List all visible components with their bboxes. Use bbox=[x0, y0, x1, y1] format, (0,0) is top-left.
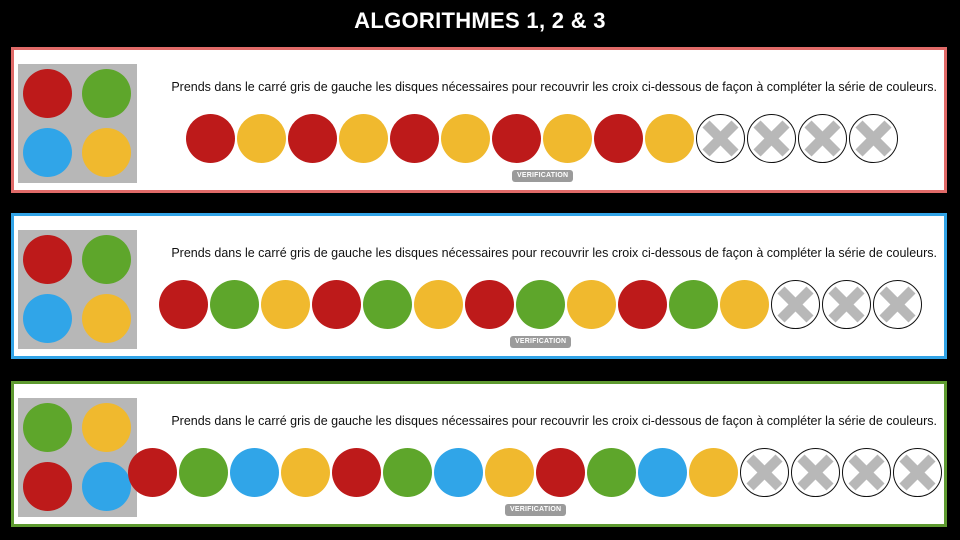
sequence-disc-red bbox=[618, 280, 667, 329]
cross-icon bbox=[850, 115, 897, 162]
algorithm-panel-1 bbox=[11, 47, 947, 193]
red-disc[interactable] bbox=[23, 462, 72, 511]
empty-slot[interactable] bbox=[747, 114, 796, 163]
sequence-disc-green bbox=[669, 280, 718, 329]
color-sequence bbox=[128, 448, 942, 497]
empty-slot[interactable] bbox=[873, 280, 922, 329]
sequence-disc-green bbox=[179, 448, 228, 497]
empty-slot[interactable] bbox=[696, 114, 745, 163]
sequence-disc-yellow bbox=[339, 114, 388, 163]
cross-icon bbox=[792, 449, 839, 496]
blue-disc[interactable] bbox=[23, 294, 72, 343]
empty-slot[interactable] bbox=[842, 448, 891, 497]
algorithm-panel-3 bbox=[11, 381, 947, 527]
yellow-disc[interactable] bbox=[82, 128, 131, 177]
empty-slot[interactable] bbox=[849, 114, 898, 163]
empty-slot[interactable] bbox=[822, 280, 871, 329]
yellow-disc[interactable] bbox=[82, 403, 131, 452]
sequence-disc-yellow bbox=[720, 280, 769, 329]
sequence-disc-green bbox=[516, 280, 565, 329]
green-disc[interactable] bbox=[82, 69, 131, 118]
sequence-disc-yellow bbox=[441, 114, 490, 163]
sequence-disc-red bbox=[390, 114, 439, 163]
green-disc[interactable] bbox=[23, 403, 72, 452]
sequence-disc-blue bbox=[230, 448, 279, 497]
sequence-disc-yellow bbox=[485, 448, 534, 497]
verification-button[interactable]: VERIFICATION bbox=[512, 170, 573, 182]
color-palette bbox=[18, 230, 137, 349]
instruction-text: Prends dans le carré gris de gauche les disques nécessaires pour recouvrir les croix ci-dessous de façon à compléter la série de couleurs. bbox=[171, 80, 937, 94]
empty-slot[interactable] bbox=[791, 448, 840, 497]
sequence-disc-yellow bbox=[237, 114, 286, 163]
empty-slot[interactable] bbox=[798, 114, 847, 163]
sequence-disc-red bbox=[332, 448, 381, 497]
cross-icon bbox=[823, 281, 870, 328]
sequence-disc-red bbox=[536, 448, 585, 497]
green-disc[interactable] bbox=[82, 235, 131, 284]
sequence-disc-yellow bbox=[567, 280, 616, 329]
sequence-disc-green bbox=[210, 280, 259, 329]
sequence-disc-yellow bbox=[281, 448, 330, 497]
sequence-disc-red bbox=[492, 114, 541, 163]
algorithm-panel-2 bbox=[11, 213, 947, 359]
sequence-disc-yellow bbox=[689, 448, 738, 497]
sequence-disc-yellow bbox=[645, 114, 694, 163]
verification-button[interactable]: VERIFICATION bbox=[510, 336, 571, 348]
red-disc[interactable] bbox=[23, 69, 72, 118]
sequence-disc-blue bbox=[434, 448, 483, 497]
sequence-disc-red bbox=[312, 280, 361, 329]
yellow-disc[interactable] bbox=[82, 294, 131, 343]
sequence-disc-red bbox=[465, 280, 514, 329]
sequence-disc-red bbox=[159, 280, 208, 329]
cross-icon bbox=[772, 281, 819, 328]
sequence-disc-red bbox=[594, 114, 643, 163]
verification-button[interactable]: VERIFICATION bbox=[505, 504, 566, 516]
empty-slot[interactable] bbox=[893, 448, 942, 497]
cross-icon bbox=[748, 115, 795, 162]
cross-icon bbox=[741, 449, 788, 496]
empty-slot[interactable] bbox=[771, 280, 820, 329]
color-sequence bbox=[159, 280, 922, 329]
sequence-disc-red bbox=[288, 114, 337, 163]
sequence-disc-yellow bbox=[543, 114, 592, 163]
cross-icon bbox=[894, 449, 941, 496]
cross-icon bbox=[843, 449, 890, 496]
page-title: ALGORITHMES 1, 2 & 3 bbox=[354, 8, 606, 33]
instruction-text: Prends dans le carré gris de gauche les disques nécessaires pour recouvrir les croix ci-dessous de façon à compléter la série de couleurs. bbox=[171, 246, 937, 260]
sequence-disc-yellow bbox=[414, 280, 463, 329]
instruction-text: Prends dans le carré gris de gauche les disques nécessaires pour recouvrir les croix ci-dessous de façon à compléter la série de couleurs. bbox=[171, 414, 937, 428]
blue-disc[interactable] bbox=[23, 128, 72, 177]
sequence-disc-green bbox=[363, 280, 412, 329]
cross-icon bbox=[697, 115, 744, 162]
cross-icon bbox=[799, 115, 846, 162]
sequence-disc-red bbox=[186, 114, 235, 163]
sequence-disc-green bbox=[587, 448, 636, 497]
red-disc[interactable] bbox=[23, 235, 72, 284]
blue-disc[interactable] bbox=[82, 462, 131, 511]
cross-icon bbox=[874, 281, 921, 328]
sequence-disc-blue bbox=[638, 448, 687, 497]
color-sequence bbox=[186, 114, 898, 163]
empty-slot[interactable] bbox=[740, 448, 789, 497]
sequence-disc-red bbox=[128, 448, 177, 497]
sequence-disc-green bbox=[383, 448, 432, 497]
color-palette bbox=[18, 64, 137, 183]
color-palette bbox=[18, 398, 137, 517]
sequence-disc-yellow bbox=[261, 280, 310, 329]
